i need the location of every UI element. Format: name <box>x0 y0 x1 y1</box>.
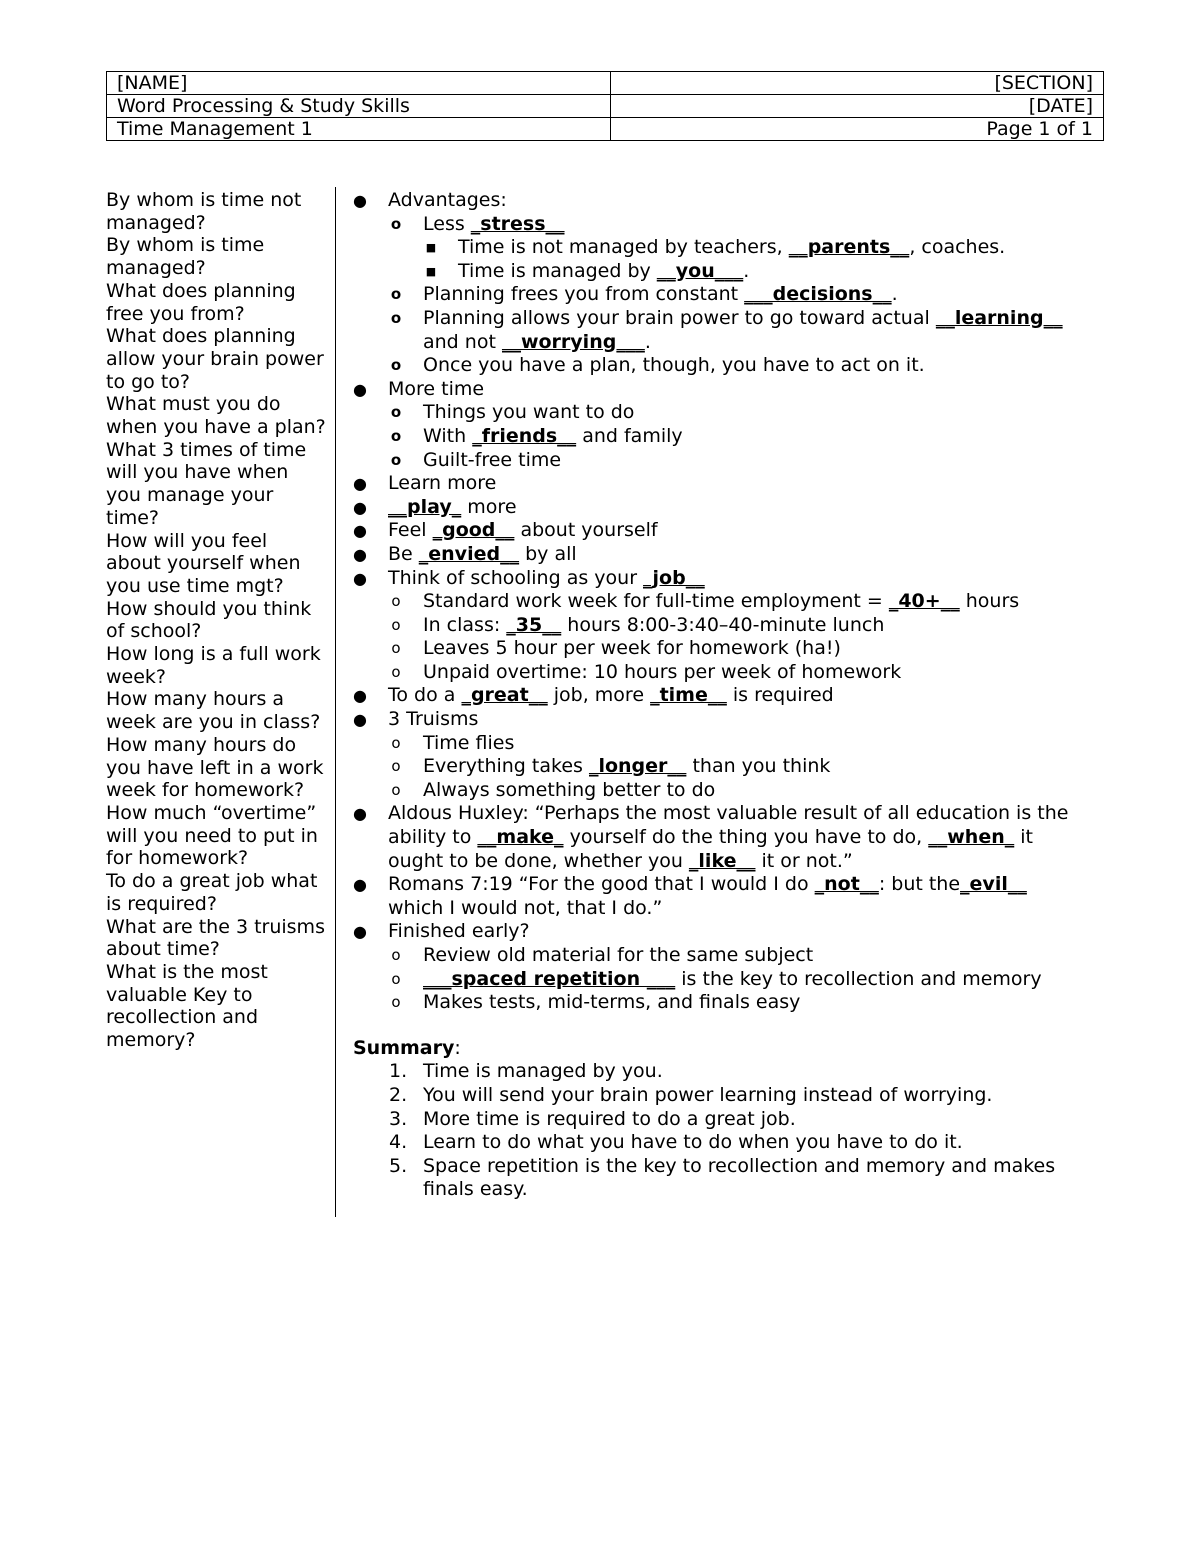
circle-bullet-icon: o <box>391 662 401 681</box>
answer-blank: __when_ <box>928 826 1015 849</box>
question: By whom is time managed? <box>106 234 265 280</box>
note-advantages: ● Advantages: <box>353 189 507 211</box>
note-envied: ● Be _envied__ by all <box>353 542 577 565</box>
answer-blank: _job__ <box>643 566 705 589</box>
note-play: ● __play_ more <box>353 495 517 518</box>
column-divider <box>335 187 336 1217</box>
note-more-time: ● More time <box>353 377 485 400</box>
circle-bullet-icon: o <box>391 733 401 752</box>
question: By whom is time not managed? <box>106 189 302 234</box>
answer-blank: ___spaced repetition ___ <box>423 967 676 990</box>
circle-bullet-icon: o <box>391 993 401 1012</box>
question: How will you feel about yourself when you use time mgt? <box>106 529 301 597</box>
bullet-icon: ● <box>353 544 367 564</box>
question: What must you do when you have a plan? <box>106 393 326 439</box>
topic-cell: Time Management 1 <box>107 118 611 141</box>
answer-blank: __you___ <box>656 259 744 282</box>
circle-bullet-icon: o <box>390 426 402 445</box>
question: What 3 times of time will you have when you manage your time? <box>106 438 307 529</box>
bullet-icon: ● <box>353 710 367 730</box>
circle-bullet-icon: o <box>391 615 401 634</box>
bullet-icon: ● <box>353 922 367 942</box>
answer-blank: __make_ <box>477 826 564 849</box>
answer-blank: _not__ <box>814 873 879 896</box>
square-bullet-icon: ■ <box>425 241 437 255</box>
answer-blank: _friends__ <box>472 424 577 447</box>
note-guilt: o Guilt-free time <box>390 448 562 471</box>
bullet-icon: ● <box>353 521 367 541</box>
note-allows-cont: and not __worrying___. <box>423 330 651 353</box>
note-finished: ● Finished early? <box>353 920 530 943</box>
list-number: 2. <box>389 1083 408 1106</box>
note-job: ● Think of schooling as your _job__ <box>353 566 705 589</box>
bullet-icon: ● <box>353 191 367 210</box>
note-flies: o Time flies <box>353 732 1113 756</box>
note-things: o Things you want to do <box>390 401 635 424</box>
summary-item: 2. You will send your brain power learning instead of worrying. <box>389 1083 993 1106</box>
circle-bullet-icon: o <box>391 969 401 988</box>
note-allows: o Planning allows your brain power to go toward actual __learning__ <box>390 306 1063 329</box>
question: How much “overtime” will you need to put in for homework? <box>106 801 318 870</box>
note-great-job: ● To do a _great__ job, more _time__ is required <box>353 684 834 707</box>
circle-bullet-icon: o <box>390 308 402 327</box>
question: How should you think of school? <box>106 597 312 643</box>
answer-blank: _great__ <box>461 684 548 707</box>
question: To do a great job what is required? <box>106 870 318 915</box>
list-number: 1. <box>389 1060 408 1083</box>
answer-blank: ___decisions__ <box>744 283 892 306</box>
note-standard: o Standard work week for full-time employment = _40+__ hours <box>353 590 1113 614</box>
summary-item: 5. Space repetition is the key to recollection and memory and makes <box>389 1154 1056 1177</box>
question: What are the 3 truisms about time? <box>106 915 325 961</box>
square-bullet-icon: ■ <box>425 264 437 278</box>
bullet-icon: ● <box>353 474 367 494</box>
circle-bullet-icon: o <box>390 285 402 304</box>
section-cell: [SECTION] <box>611 72 1104 95</box>
question: What is the most valuable Key to recollection and memory? <box>106 960 268 1052</box>
note-always: o Always something better to do <box>353 779 1113 803</box>
note-huxley-cont: ability to __make_ yourself do the thing you have to do, __when_ it <box>388 826 1034 849</box>
list-number: 3. <box>389 1107 408 1130</box>
bullet-icon: ● <box>353 804 367 824</box>
bullet-icon: ● <box>353 497 367 517</box>
question: How long is a full work week? <box>106 643 321 688</box>
summary-heading: Summary: <box>353 1036 461 1059</box>
date-cell: [DATE] <box>611 95 1104 118</box>
note-truisms: ● 3 Truisms <box>353 708 479 731</box>
note-once: o Once you have a plan, though, you have to act on it. <box>390 354 925 377</box>
answer-blank: _like__ <box>688 849 756 872</box>
note-friends: o With _friends__ and family <box>390 424 683 447</box>
note-frees: o Planning frees you from constant ___decisions__. <box>390 283 898 306</box>
note-spaced: o ___spaced repetition ___ is the key to recollection and memory <box>353 968 1113 992</box>
note-huxley: ● Aldous Huxley: “Perhaps the most valuable result of all education is the <box>353 802 1069 825</box>
summary-item: 1. Time is managed by you. <box>389 1060 663 1083</box>
note-romans-cont: which I would not, that I do.” <box>388 896 663 919</box>
circle-bullet-icon: o <box>391 639 401 658</box>
note-romans: ● Romans 7:19 “For the good that I would I do _not__: but the_evil__ <box>353 873 1027 896</box>
list-number: 4. <box>389 1131 408 1154</box>
circle-bullet-icon: o <box>390 450 402 469</box>
note-review: o Review old material for the same subject <box>353 944 1113 968</box>
circle-bullet-icon: o <box>391 757 401 776</box>
summary-item: 4. Learn to do what you have to do when you have to do it. <box>389 1131 963 1154</box>
note-longer: o Everything takes _longer__ than you think <box>353 755 1113 779</box>
answer-blank: _time__ <box>650 684 727 707</box>
circle-bullet-icon: o <box>391 780 401 799</box>
name-cell: [NAME] <box>107 72 611 95</box>
header-table <box>106 71 1104 141</box>
course-cell: Word Processing & Study Skills <box>107 95 611 118</box>
question: What does planning free you from? <box>106 279 296 325</box>
notes-column <box>353 189 1113 1202</box>
answer-blank: __worrying___ <box>501 330 645 353</box>
question: How many hours a week are you in class? <box>106 688 321 734</box>
note-huxley-cont: ought to be done, whether you _like__ it or not.” <box>388 849 853 872</box>
answer-blank: _40+__ <box>888 590 960 613</box>
answer-blank: _35__ <box>506 613 562 636</box>
circle-bullet-icon: o <box>390 356 402 375</box>
note-feel: ● Feel _good__ about yourself <box>353 519 658 542</box>
circle-bullet-icon: o <box>391 592 401 611</box>
answer-blank: __learning__ <box>935 306 1063 329</box>
circle-bullet-icon: o <box>391 946 401 964</box>
note-learn-more: ● Learn more <box>353 472 497 495</box>
note-makes: o Makes tests, mid-terms, and finals easy <box>353 991 1113 1015</box>
bullet-icon: ● <box>353 379 367 399</box>
answer-blank: _longer__ <box>588 755 687 778</box>
bullet-icon: ● <box>353 686 367 706</box>
page-number-cell: Page 1 of 1 <box>611 118 1104 141</box>
circle-bullet-icon: o <box>390 403 402 422</box>
note-leaves: o Leaves 5 hour per week for homework (ha!) <box>353 637 1113 661</box>
summary-item-cont: finals easy. <box>423 1178 528 1201</box>
answer-blank: _good__ <box>432 519 515 542</box>
note-less-stress: o Less _stress__ <box>390 212 565 235</box>
answer-blank: _envied__ <box>418 542 520 565</box>
summary-item: 3. More time is required to do a great job. <box>389 1107 796 1130</box>
questions-column <box>106 189 326 1052</box>
bullet-icon: ● <box>353 875 367 895</box>
note-not-managed: ■ Time is not managed by teachers, __parents__, coaches. <box>425 236 1006 259</box>
note-class: o In class: _35__ hours 8:00-3:40–40-minute lunch <box>353 614 1113 638</box>
question: What does planning allow your brain power to go to? <box>106 325 324 393</box>
note-managed: ■ Time is managed by __you___. <box>425 259 750 282</box>
question: How many hours do you have left in a work week for homework? <box>106 733 324 802</box>
bullet-icon: ● <box>353 568 367 588</box>
answer-blank: __play_ <box>388 495 462 518</box>
circle-bullet-icon: o <box>390 214 402 233</box>
answer-blank: _stress__ <box>470 212 565 235</box>
list-number: 5. <box>389 1154 408 1177</box>
answer-blank: __parents__ <box>788 236 910 259</box>
note-unpaid: o Unpaid overtime: 10 hours per week of homework <box>353 661 1113 685</box>
answer-blank: _evil__ <box>960 873 1027 896</box>
